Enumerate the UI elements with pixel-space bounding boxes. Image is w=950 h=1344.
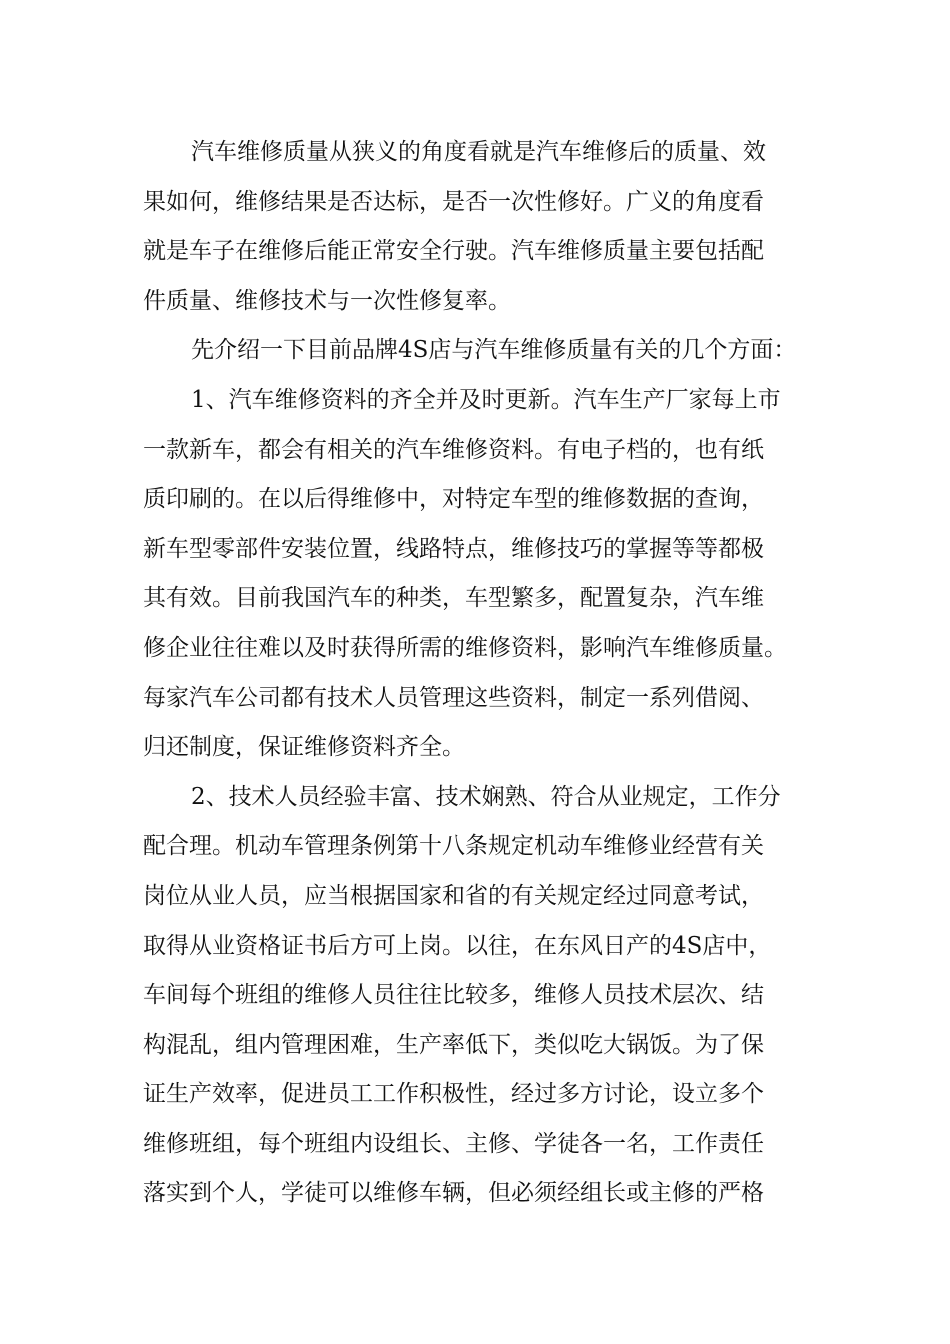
paragraph-line: 件质量、维修技术与一次性修复率。 (143, 287, 511, 314)
paragraph-line: 修企业往往难以及时获得所需的维修资料，影响汽车维修质量。 (143, 634, 787, 661)
paragraph-line: 证生产效率，促进员工工作积极性，经过多方讨论，设立多个 (143, 1081, 764, 1108)
paragraph-line: 岗位从业人员，应当根据国家和省的有关规定经过同意考试， (143, 882, 764, 909)
paragraph-line: 质印刷的。在以后得维修中，对特定车型的维修数据的查询， (143, 486, 764, 513)
document-body (143, 128, 815, 1219)
paragraph-line: 落实到个人，学徒可以维修车辆，但必须经组长或主修的严格 (143, 1180, 764, 1207)
paragraph-line: 取得从业资格证书后方可上岗。以往，在东风日产的4S店中， (143, 932, 772, 959)
paragraph-line: 果如何，维修结果是否达标，是否一次性修好。广义的角度看 (143, 188, 764, 215)
paragraph-line: 一款新车，都会有相关的汽车维修资料。有电子档的，也有纸 (143, 436, 764, 463)
paragraph-line: 汽车维修质量从狭义的角度看就是汽车维修后的质量、效 (191, 139, 766, 165)
paragraph-line: 构混乱，组内管理困难，生产率低下，类似吃大锅饭。为了保 (143, 1031, 764, 1058)
paragraph-line: 就是车子在维修后能正常安全行驶。汽车维修质量主要包括配 (143, 238, 764, 265)
paragraph-line: 每家汽车公司都有技术人员管理这些资料，制定一系列借阅、 (143, 684, 764, 711)
paragraph-line: 2、技术人员经验丰富、技术娴熟、符合从业规定，工作分 (191, 783, 781, 810)
paragraph-line: 维修班组，每个班组内设组长、主修、学徒各一名，工作责任 (143, 1130, 764, 1157)
paragraph-line: 新车型零部件安装位置，线路特点，维修技巧的掌握等等都极 (143, 535, 764, 562)
paragraph-line: 车间每个班组的维修人员往往比较多，维修人员技术层次、结 (143, 982, 764, 1009)
paragraph-line: 归还制度，保证维修资料齐全。 (143, 734, 465, 761)
paragraph-line: 先介绍一下目前品牌4S店与汽车维修质量有关的几个方面： (191, 337, 797, 364)
paragraph-line: 其有效。目前我国汽车的种类，车型繁多，配置复杂，汽车维 (143, 585, 764, 612)
paragraph-line: 配合理。机动车管理条例第十八条规定机动车维修业经营有关 (143, 833, 764, 860)
paragraph-line: 1、汽车维修资料的齐全并及时更新。汽车生产厂家每上市 (191, 386, 781, 413)
